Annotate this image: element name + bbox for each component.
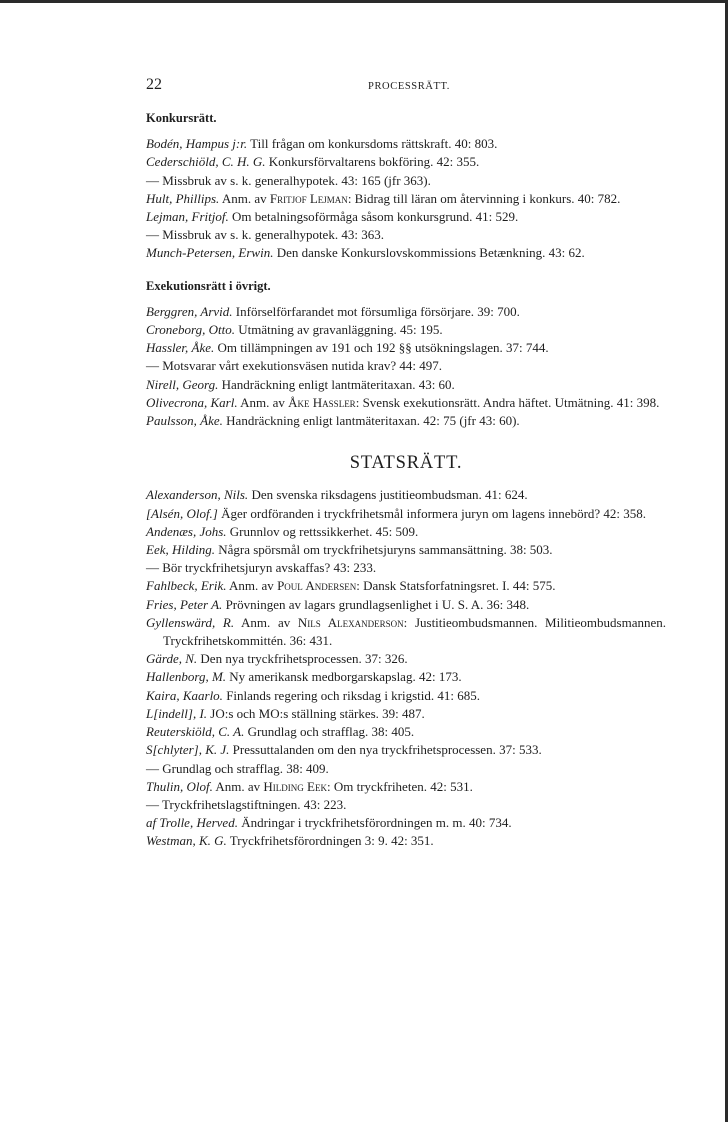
entry-reviewed-author: Poul Andersen — [277, 578, 357, 594]
entry-text: — Tryckfrihetslagstiftningen. 43: 223. — [146, 796, 347, 812]
entry-reviewed-author: Hilding Eek — [263, 778, 327, 794]
bibliography-entry — [146, 814, 666, 832]
bibliography-entry — [146, 190, 666, 208]
entry-author: af Trolle, Herved. — [146, 815, 238, 831]
entry-reviewed-author: Nils Alexanderson — [297, 614, 404, 630]
entry-author: Fahlbeck, Erik. — [146, 578, 227, 594]
bibliography-entry — [146, 135, 666, 153]
entry-author: Munch-Petersen, Erwin. — [146, 245, 274, 261]
entry-text: — Missbruk av s. k. generalhypotek. 43: 165 (jfr 363). — [146, 172, 431, 188]
entry-author: Olivecrona, Karl. — [146, 394, 238, 410]
entry-text: Anm. av — [219, 190, 270, 206]
entry-author: Berggren, Arvid. — [146, 303, 233, 319]
bibliography-entry — [146, 357, 666, 375]
entry-author: Andenæs, Johs. — [146, 523, 227, 539]
entry-text: Prövningen av lagars grundlagsenlighet i U. S. A. 36: 348. — [222, 596, 530, 612]
bibliography-entry — [146, 723, 666, 741]
entry-text: Införselförfarandet mot försumliga försörjare. 39: 700. — [232, 303, 520, 319]
entry-author: Reuterskiöld, C. A. — [146, 724, 245, 740]
bibliography-entry — [146, 668, 666, 686]
exekutionsratt-list — [146, 303, 666, 430]
bibliography-entry — [146, 226, 666, 244]
entry-author: Alexanderson, Nils. — [146, 487, 249, 503]
entry-text: Den danske Konkurslovskommissions Betænkning. 43: 62. — [273, 245, 585, 261]
bibliography-entry — [146, 244, 666, 262]
entry-text: — Motsvarar vårt exekutionsväsen nutida krav? 44: 497. — [146, 358, 443, 374]
statsratt-list — [146, 486, 666, 850]
bibliography-entry — [146, 523, 666, 541]
entry-text: Till frågan om konkursdoms rättskraft. 40: 803. — [247, 136, 498, 152]
bibliography-entry — [146, 760, 666, 778]
bibliography-entry — [146, 486, 666, 504]
entry-author: Croneborg, Otto. — [146, 322, 235, 338]
entry-text: Konkursförvaltarens bokföring. 42: 355. — [265, 154, 480, 170]
entry-text: Handräckning enligt lantmäteritaxan. 42: 75 (jfr 43: 60). — [222, 413, 520, 429]
bibliography-entry — [146, 172, 666, 190]
entry-author: Kaira, Kaarlo. — [146, 687, 223, 703]
bibliography-entry — [146, 832, 666, 850]
entry-text: — Grundlag och strafflag. 38: 409. — [146, 760, 329, 776]
entry-text: Pressuttalanden om den nya tryckfrihetsprocessen. 37: 533. — [229, 742, 542, 758]
entry-text: Den svenska riksdagens justitieombudsman. 41: 624. — [248, 487, 528, 503]
entry-text: Finlands regering och riksdag i krigstid. 41: 685. — [222, 687, 481, 703]
entry-text: Anm. av — [226, 578, 278, 594]
page-content — [146, 109, 666, 851]
page-number: 22 — [146, 76, 162, 93]
section-heading-exekutionsratt: Exekutionsrätt i övrigt. — [146, 278, 271, 293]
entry-author: Gyllenswärd, R. — [146, 614, 235, 630]
bibliography-entry — [146, 505, 666, 523]
entry-text: : Dansk Statsforfatningsret. I. 44: 575. — [356, 578, 556, 594]
entry-author: Lejman, Fritjof. — [146, 209, 229, 225]
bibliography-entry — [146, 153, 666, 171]
bibliography-entry — [146, 303, 666, 321]
bibliography-entry — [146, 394, 666, 412]
bibliography-entry — [146, 796, 666, 814]
entry-text: Ändringar i tryckfrihetsförordningen m. m. 40: 734. — [237, 815, 512, 831]
entry-text: : Justitieombudsmannen. Militieombudsmannen. Tryckfrihetskommittén. 36: 431. — [163, 614, 666, 649]
entry-author: Eek, Hilding. — [146, 542, 215, 558]
bibliography-entry — [146, 778, 666, 796]
bibliography-entry — [146, 650, 666, 668]
entry-text: Grunnlov og rettssikkerhet. 45: 509. — [226, 523, 419, 539]
bibliography-entry — [146, 376, 666, 394]
entry-author: [Alsén, Olof.] — [146, 505, 218, 521]
entry-text: JO:s och MO:s ställning stärkes. 39: 487. — [207, 705, 425, 721]
entry-author: Westman, K. G. — [146, 833, 227, 849]
bibliography-entry — [146, 541, 666, 559]
bibliography-entry — [146, 208, 666, 226]
entry-text: Om tillämpningen av 191 och 192 §§ utsökningslagen. 37: 744. — [214, 340, 549, 356]
entry-author: Hult, Phillips. — [146, 190, 220, 206]
entry-text: Grundlag och strafflag. 38: 405. — [244, 724, 415, 740]
entry-text: Anm. av — [212, 778, 264, 794]
entry-text: Den nya tryckfrihetsprocessen. 37: 326. — [197, 651, 408, 667]
bibliography-entry — [146, 412, 666, 430]
bibliography-entry — [146, 321, 666, 339]
bibliography-entry — [146, 596, 666, 614]
entry-reviewed-author: Fritjof Lejman — [269, 190, 348, 206]
entry-author: Nirell, Georg. — [146, 376, 219, 392]
bibliography-entry — [146, 559, 666, 577]
entry-author: L[indell], I. — [146, 705, 208, 721]
entry-author: Cederschiöld, C. H. G. — [146, 154, 266, 170]
entry-text: Om betalningsoförmåga såsom konkursgrund. 41: 529. — [228, 209, 519, 225]
entry-text: — Missbruk av s. k. generalhypotek. 43: 363. — [146, 227, 384, 243]
entry-text: Anm. av — [237, 394, 289, 410]
entry-author: Fries, Peter A. — [146, 596, 223, 612]
entry-text: : Svensk exekutionsrätt. Andra häftet. Utmätning. 41: 398. — [355, 394, 660, 410]
entry-author: Gärde, N. — [146, 651, 198, 667]
entry-text: — Bör tryckfrihetsjuryn avskaffas? 43: 233. — [146, 560, 377, 576]
entry-author: Hallenborg, M. — [146, 669, 227, 685]
section-heading-konkursratt: Konkursrätt. — [146, 111, 217, 125]
page-header — [146, 76, 666, 98]
running-title: PROCESSRÄTT. — [368, 81, 450, 92]
entry-author: Thulin, Olof. — [146, 778, 213, 794]
entry-text: Äger ordföranden i tryckfrihetsmål informera juryn om lagens innebörd? 42: 358. — [217, 505, 647, 521]
konkursratt-list — [146, 135, 666, 262]
entry-reviewed-author: Åke Hassler — [288, 394, 356, 410]
bibliography-entry — [146, 577, 666, 595]
entry-author: Bodén, Hampus j:r. — [146, 136, 248, 152]
entry-text: Tryckfrihetsförordningen 3: 9. 42: 351. — [226, 833, 434, 849]
bibliography-entry — [146, 687, 666, 705]
entry-text: Ny amerikansk medborgarskapslag. 42: 173. — [226, 669, 462, 685]
entry-author: Hassler, Åke. — [146, 340, 215, 356]
entry-text: Några spörsmål om tryckfrihetsjuryns sammansättning. 38: 503. — [214, 542, 553, 558]
entry-text: Utmätning av gravanläggning. 45: 195. — [234, 322, 443, 338]
entry-text: : Bidrag till läran om återvinning i konkurs. 40: 782. — [347, 190, 621, 206]
entry-text: Handräckning enligt lantmäteritaxan. 43: 60. — [218, 376, 455, 392]
page-edge-top — [0, 0, 728, 3]
bibliography-entry — [146, 614, 666, 650]
bibliography-entry — [146, 741, 666, 759]
entry-author: Paulsson, Åke. — [146, 413, 223, 429]
entry-author: S[chlyter], K. J. — [146, 742, 230, 758]
bibliography-entry — [146, 705, 666, 723]
major-heading-statsratt: STATSRÄTT. — [349, 453, 463, 474]
entry-text: Anm. av — [234, 614, 298, 630]
bibliography-entry — [146, 339, 666, 357]
entry-text: : Om tryckfriheten. 42: 531. — [326, 778, 473, 794]
